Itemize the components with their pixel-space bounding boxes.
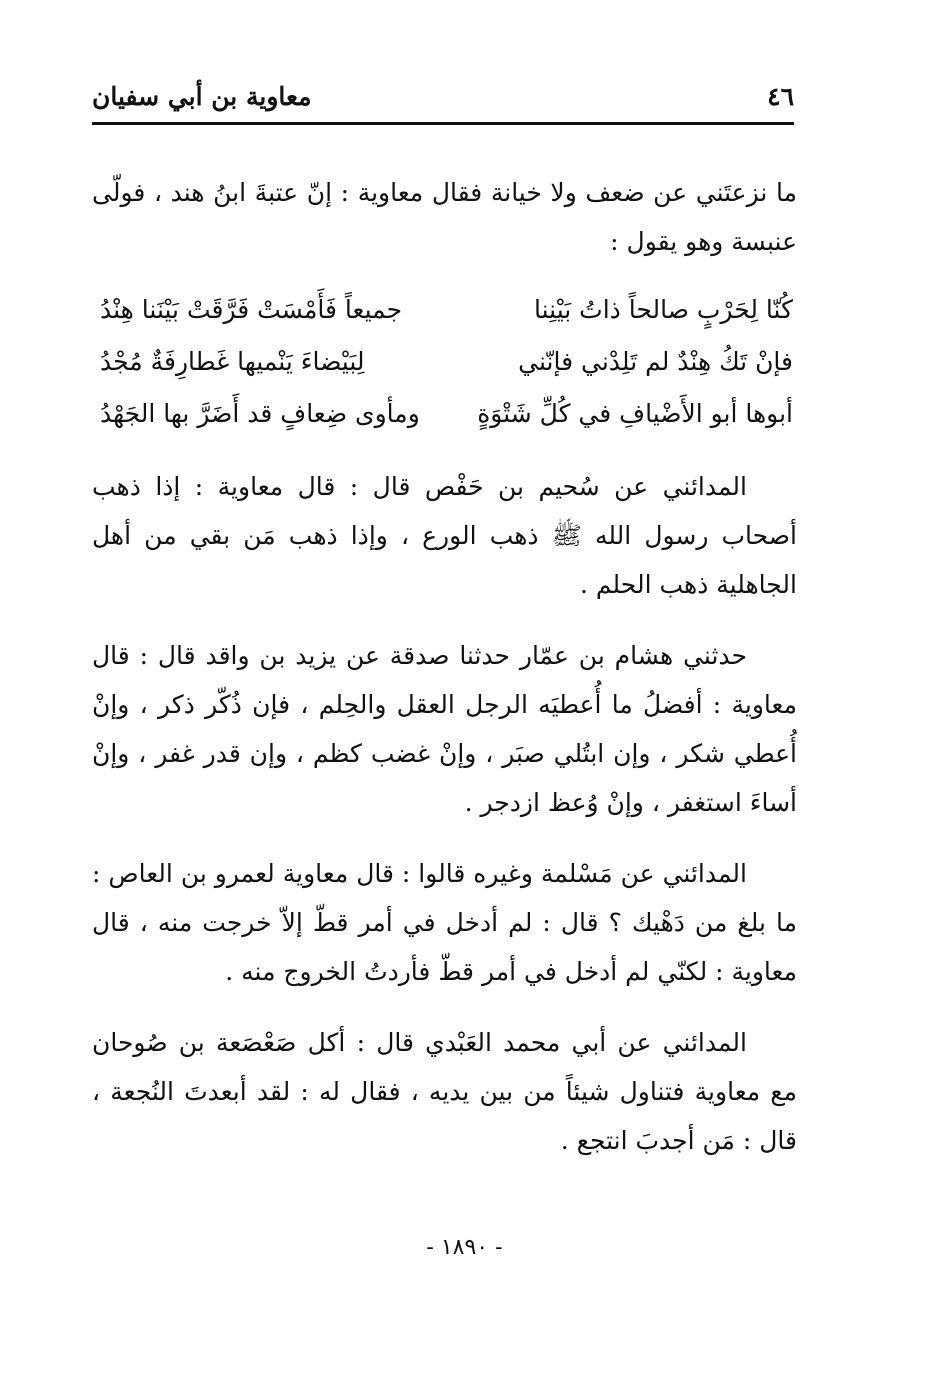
paragraph-1: ما نزعتَني عن ضعف ولا خيانة فقال معاوية : إنّ عتبةَ ابنُ هند ، فولّى عنبسة وهو يقول : (92, 178, 797, 256)
paragraph-5: المدائني عن أبي محمد العَبْدي قال : أكل صَعْصَعة بن صُوحان مع معاوية فتناول شيئاً من بين يديه ، فقال له : لقد أبعدتَ النُجعة ، قال : مَن أجدبَ انتجع . (92, 1028, 797, 1155)
page-number: ٤٦ (767, 82, 794, 111)
page-footer-number: - ١٨٩٠ - (426, 1235, 503, 1260)
verse-line (92, 336, 797, 388)
paragraph-gap (92, 827, 797, 849)
verse-first-hemistich: كُنّا لِحَرْبٍ صالحاً ذاتُ بَيْنِنا (534, 295, 793, 324)
verse-second-hemistich: جميعاً فَأَمْسَتْ فَرَّقَتْ بَيْنَنا هِنْدُ (100, 295, 403, 324)
verse-second-hemistich: ومأوى ضِعافٍ قد أَضَرَّ بها الجَهْدُ (100, 399, 420, 428)
poem (92, 284, 797, 440)
verse-second-hemistich: لِبَيْضاءَ يَنْميها غَطارِفَةٌ مُجْدُ (100, 347, 365, 376)
paragraph-gap (92, 609, 797, 631)
verse-line (92, 284, 797, 336)
running-title: معاوية بن أبي سفيان (92, 82, 312, 111)
page-body (92, 168, 797, 1165)
paragraph-gap (92, 996, 797, 1018)
paragraph-4: المدائني عن مَسْلمة وغيره قالوا : قال معاوية لعمرو بن العاص : ما بلغ من دَهْيك ؟ قال : لم أدخل في أمر قطّ إلاّ خرجت منه ، قال معاوية : لكنّي لم أدخل في أمر قطّ فأردتُ الخروج منه . (92, 859, 797, 986)
verse-first-hemistich: فإنْ تَكُ هِنْدٌ لم تَلِدْني فإنّني (518, 347, 793, 376)
verse-first-hemistich: أبوها أبو الأَضْيافِ في كُلِّ شَتْوَةٍ (477, 399, 793, 428)
verse-line (92, 388, 797, 440)
page-header (92, 78, 794, 125)
paragraph-2: المدائني عن سُحيم بن حَفْص قال : قال معاوية : إذا ذهب أصحاب رسول الله ﷺ ذهب الورع ، وإذا ذهب مَن بقي من أهل الجاهلية ذهب الحلم . (92, 472, 797, 599)
paragraph-3: حدثني هشام بن عمّار حدثنا صدقة عن يزيد بن واقد قال : قال معاوية : أفضلُ ما أُعطيَه الرجل العقل والحِلم ، فإن ذُكّر ذكر ، وإنْ أُعطي شكر ، وإن ابتُلي صبَر ، وإنْ غضب كظم ، وإن قدر غفر ، وإنْ أساءَ استغفر ، وإنْ وُعظ ازدجر . (92, 641, 797, 817)
